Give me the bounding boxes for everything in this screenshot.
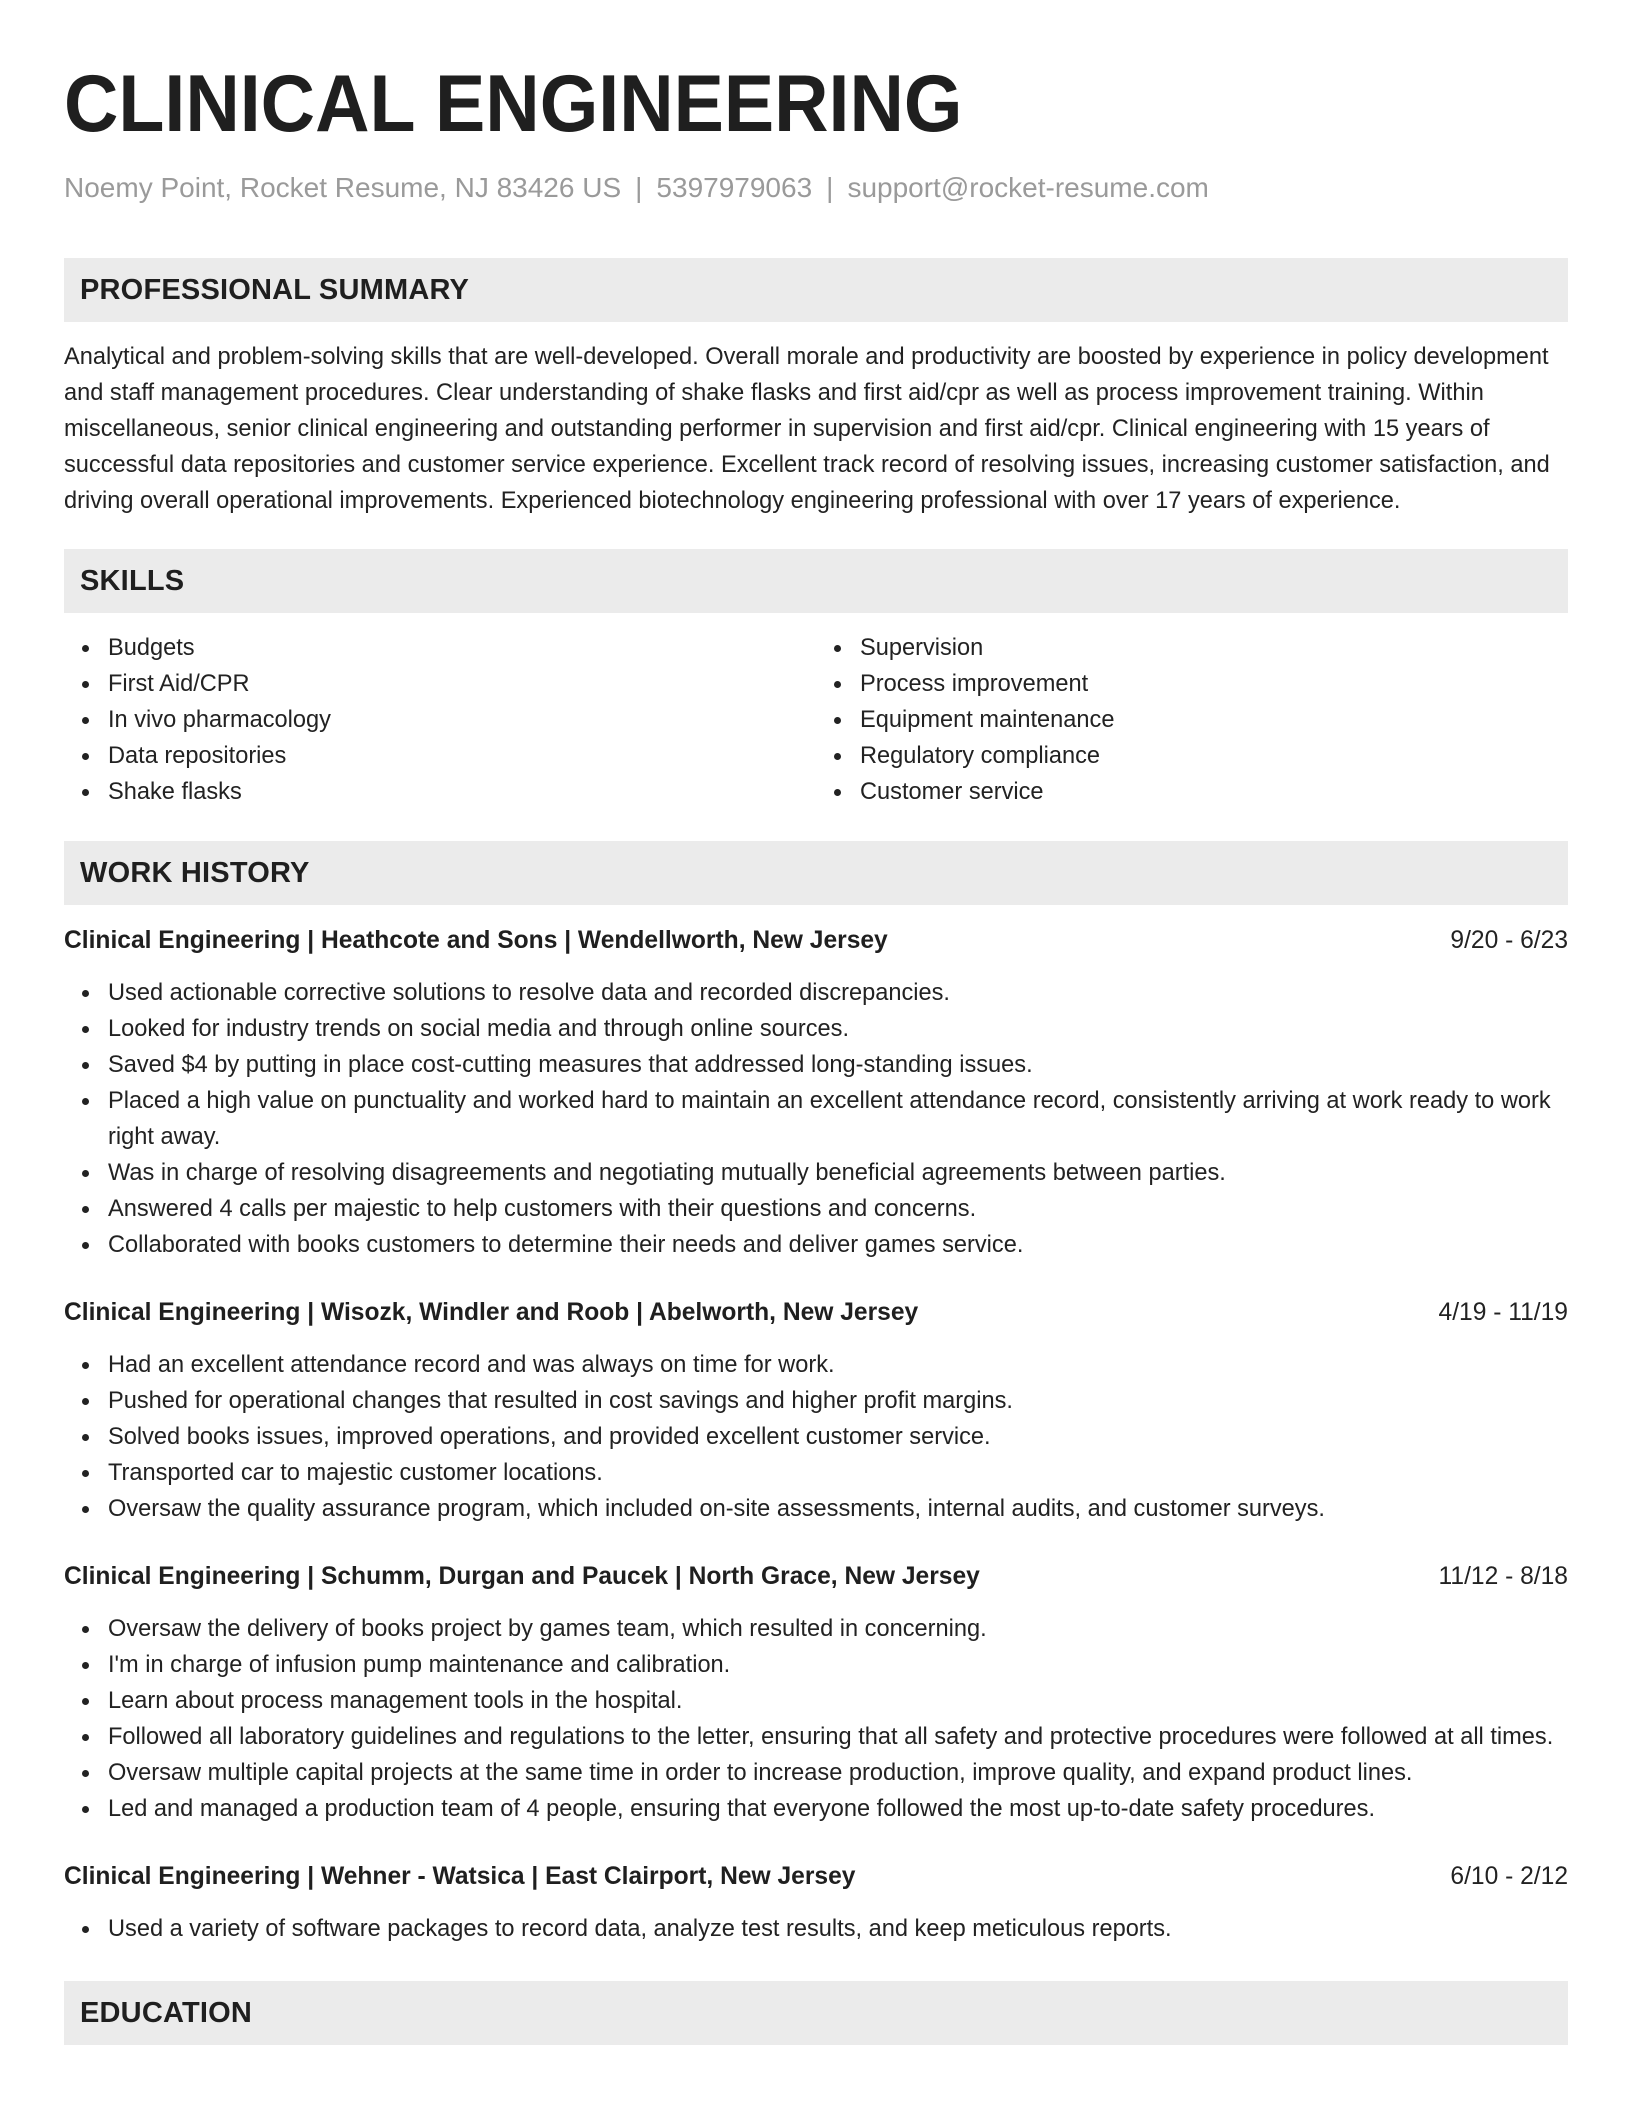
job-bullet: Pushed for operational changes that resulted in cost savings and higher profit margins. — [108, 1383, 1568, 1419]
skills-column-left — [64, 630, 816, 810]
job-bullets — [64, 1611, 1568, 1827]
job-bullet: Collaborated with books customers to determine their needs and deliver games service. — [108, 1227, 1568, 1263]
skill-item: In vivo pharmacology — [108, 702, 816, 738]
skill-item: Data repositories — [108, 738, 816, 774]
skill-item: Budgets — [108, 630, 816, 666]
job-bullet: Led and managed a production team of 4 people, ensuring that everyone followed the most up-to-date safety procedures. — [108, 1791, 1568, 1827]
job-entry — [64, 1859, 1568, 1947]
contact-line — [64, 170, 1568, 206]
job-bullet: Saved $4 by putting in place cost-cutting measures that addressed long-standing issues. — [108, 1047, 1568, 1083]
work-history-heading: WORK HISTORY — [64, 841, 1568, 905]
job-title: Clinical Engineering | Wisozk, Windler and Roob | Abelworth, New Jersey — [64, 1299, 919, 1326]
professional-summary-text: Analytical and problem-solving skills that are well-developed. Overall morale and productivity are boosted by experience in policy development and staff management procedures. Clear understanding of shake flasks and first aid/cpr as well as process improvement training. Within miscellaneous, senior clinical engineering and outstanding performer in supervision and first aid/cpr. Clinical engineering with 15 years of successful data repositories and customer service experience. Excellent track record of resolving issues, increasing customer satisfaction, and driving overall operational improvements. Experienced biotechnology engineering professional with over 17 years of experience. — [64, 344, 1550, 514]
job-bullets — [64, 1911, 1568, 1947]
job-bullet: Looked for industry trends on social media and through online sources. — [108, 1011, 1568, 1047]
job-bullet: Placed a high value on punctuality and worked hard to maintain an excellent attendance record, consistently arriving at work ready to work right away. — [108, 1083, 1568, 1155]
skills-column-right — [816, 630, 1568, 810]
job-bullet: Solved books issues, improved operations, and provided excellent customer service. — [108, 1419, 1568, 1455]
skill-item: Regulatory compliance — [860, 738, 1568, 774]
job-title-row — [64, 923, 1568, 959]
skill-item: Supervision — [860, 630, 1568, 666]
job-bullet: I'm in charge of infusion pump maintenance and calibration. — [108, 1647, 1568, 1683]
job-bullet: Had an excellent attendance record and was always on time for work. — [108, 1347, 1568, 1383]
education-heading: EDUCATION — [64, 1981, 1568, 2045]
resume-name: CLINICAL ENGINEERING — [64, 59, 963, 149]
job-bullet: Followed all laboratory guidelines and regulations to the letter, ensuring that all safety and protective procedures were followed at all times. — [108, 1719, 1568, 1755]
job-dates: 9/20 - 6/23 — [1450, 927, 1568, 954]
contact-phone: 5397979063 — [656, 172, 813, 203]
job-bullet: Transported car to majestic customer locations. — [108, 1455, 1568, 1491]
job-bullets — [64, 975, 1568, 1263]
job-dates: 6/10 - 2/12 — [1450, 1863, 1568, 1890]
job-bullets — [64, 1347, 1568, 1527]
job-bullet: Used a variety of software packages to record data, analyze test results, and keep meticulous reports. — [108, 1911, 1568, 1947]
job-bullet: Oversaw the delivery of books project by games team, which resulted in concerning. — [108, 1611, 1568, 1647]
job-title-row — [64, 1295, 1568, 1331]
job-title-row — [64, 1559, 1568, 1595]
job-bullet: Was in charge of resolving disagreements and negotiating mutually beneficial agreements between parties. — [108, 1155, 1568, 1191]
skills-heading: SKILLS — [64, 549, 1568, 613]
job-title: Clinical Engineering | Schumm, Durgan and Paucek | North Grace, New Jersey — [64, 1563, 980, 1590]
job-bullet: Used actionable corrective solutions to resolve data and recorded discrepancies. — [108, 975, 1568, 1011]
skill-item: Process improvement — [860, 666, 1568, 702]
job-entry — [64, 1559, 1568, 1827]
skill-item: Shake flasks — [108, 774, 816, 810]
job-bullet: Learn about process management tools in the hospital. — [108, 1683, 1568, 1719]
job-bullet: Answered 4 calls per majestic to help customers with their questions and concerns. — [108, 1191, 1568, 1227]
job-dates: 11/12 - 8/18 — [1438, 1563, 1568, 1590]
job-title: Clinical Engineering | Wehner - Watsica | East Clairport, New Jersey — [64, 1863, 856, 1890]
job-entry — [64, 923, 1568, 1263]
contact-address: Noemy Point, Rocket Resume, NJ 83426 US — [64, 172, 622, 203]
skill-item: Equipment maintenance — [860, 702, 1568, 738]
skills-grid — [64, 630, 1568, 810]
contact-separator: | — [826, 172, 834, 203]
job-entry — [64, 1295, 1568, 1527]
job-dates: 4/19 - 11/19 — [1438, 1299, 1568, 1326]
contact-email: support@rocket-resume.com — [847, 172, 1209, 203]
job-title-row — [64, 1859, 1568, 1895]
job-bullet: Oversaw multiple capital projects at the same time in order to increase production, improve quality, and expand product lines. — [108, 1755, 1568, 1791]
skill-item: Customer service — [860, 774, 1568, 810]
job-bullet: Oversaw the quality assurance program, which included on-site assessments, internal audits, and customer surveys. — [108, 1491, 1568, 1527]
professional-summary-heading: PROFESSIONAL SUMMARY — [64, 258, 1568, 322]
skill-item: First Aid/CPR — [108, 666, 816, 702]
job-title: Clinical Engineering | Heathcote and Sons | Wendellworth, New Jersey — [64, 927, 888, 954]
contact-separator: | — [635, 172, 643, 203]
